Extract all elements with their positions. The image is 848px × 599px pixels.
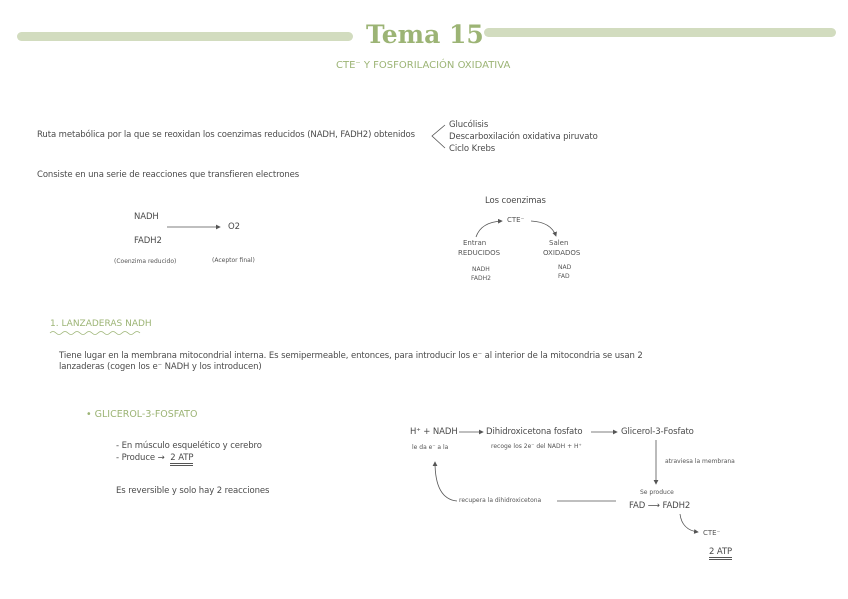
shuttle-crosses: atraviesa la membrana xyxy=(665,458,735,465)
page-title: Tema 15 xyxy=(366,20,484,49)
shuttle-atp xyxy=(709,547,732,557)
header-bar-left xyxy=(17,32,353,41)
in-item-nadh: NADH xyxy=(472,266,490,273)
section-para-line-1: Tiene lugar en la membrana mitocondrial interna. Es semipermeable, entonces, para introducir los e⁻ al interior de la mitocondria se usan 2 xyxy=(59,351,643,361)
section-heading-lanzaderas: 1. LANZADERAS NADH xyxy=(50,319,152,329)
cte-center: CTE⁻ xyxy=(507,216,525,224)
coenzymes-title: Los coenzimas xyxy=(485,196,546,206)
glicerol-item-2 xyxy=(116,453,193,463)
reduced-note: (Coenzima reducido) xyxy=(114,258,177,265)
glicerol-heading: • GLICEROL-3-FOSFATO xyxy=(86,409,198,420)
atp-yield: 2 ATP xyxy=(170,453,193,466)
header-bar-right xyxy=(484,28,836,37)
arrow-fadh2-cte xyxy=(680,514,698,532)
branch-bracket xyxy=(432,125,445,148)
out-label: Salen xyxy=(549,239,569,247)
arrow-into-cte xyxy=(476,221,502,237)
in-label: Entran xyxy=(463,239,487,247)
shuttle-recovers: recupera la dihidroxicetona xyxy=(459,497,542,504)
arrow-out-cte xyxy=(531,221,556,236)
shuttle-produced: Se produce xyxy=(640,489,674,496)
shuttle-fad: FAD ⟶ FADH2 xyxy=(629,501,691,511)
out-item-fad: FAD xyxy=(558,273,570,280)
branch-glucolisis: Glucólisis xyxy=(449,120,489,130)
intro-line-1: Ruta metabólica por la que se reoxidan los coenzimas reducidos (NADH, FADH2) obtenidos xyxy=(37,130,415,140)
glicerol-note: Es reversible y solo hay 2 reacciones xyxy=(116,486,270,496)
branch-krebs: Ciclo Krebs xyxy=(449,144,496,154)
shuttle-h-nadh: H⁺ + NADH xyxy=(410,427,458,437)
glicerol-item-1: - En músculo esquelético y cerebro xyxy=(116,441,262,451)
heading-squiggle xyxy=(50,332,140,335)
shuttle-cte: CTE⁻ xyxy=(703,529,721,537)
arrow-recover-curve xyxy=(435,462,457,501)
o2-label: O2 xyxy=(228,222,240,232)
shuttle-atp-value: 2 ATP xyxy=(709,547,732,560)
page-subtitle: CTE⁻ Y FOSFORILACIÓN OXIDATIVA xyxy=(336,60,511,71)
shuttle-picks: recoge los 2e⁻ del NADH + H⁺ xyxy=(491,443,582,450)
in-item-fadh2: FADH2 xyxy=(471,275,491,282)
branch-descarboxilacion: Descarboxilación oxidativa piruvato xyxy=(449,132,598,142)
shuttle-gives-e: le da e⁻ a la xyxy=(412,444,449,451)
produce-label: - Produce → xyxy=(116,453,165,463)
shuttle-g3p: Glicerol-3-Fosfato xyxy=(621,427,694,437)
in-state: REDUCIDOS xyxy=(458,249,501,257)
fadh2-label: FADH2 xyxy=(134,236,162,246)
intro-line-2: Consiste en una serie de reacciones que transfieren electrones xyxy=(37,170,300,180)
shuttle-dhap: Dihidroxicetona fosfato xyxy=(486,427,583,437)
out-state: OXIDADOS xyxy=(543,249,581,257)
section-para-line-2: lanzaderas (cogen los e⁻ NADH y los introducen) xyxy=(59,362,262,372)
acceptor-note: (Aceptor final) xyxy=(212,257,255,264)
out-item-nad: NAD xyxy=(558,264,572,271)
nadh-label: NADH xyxy=(134,212,159,222)
